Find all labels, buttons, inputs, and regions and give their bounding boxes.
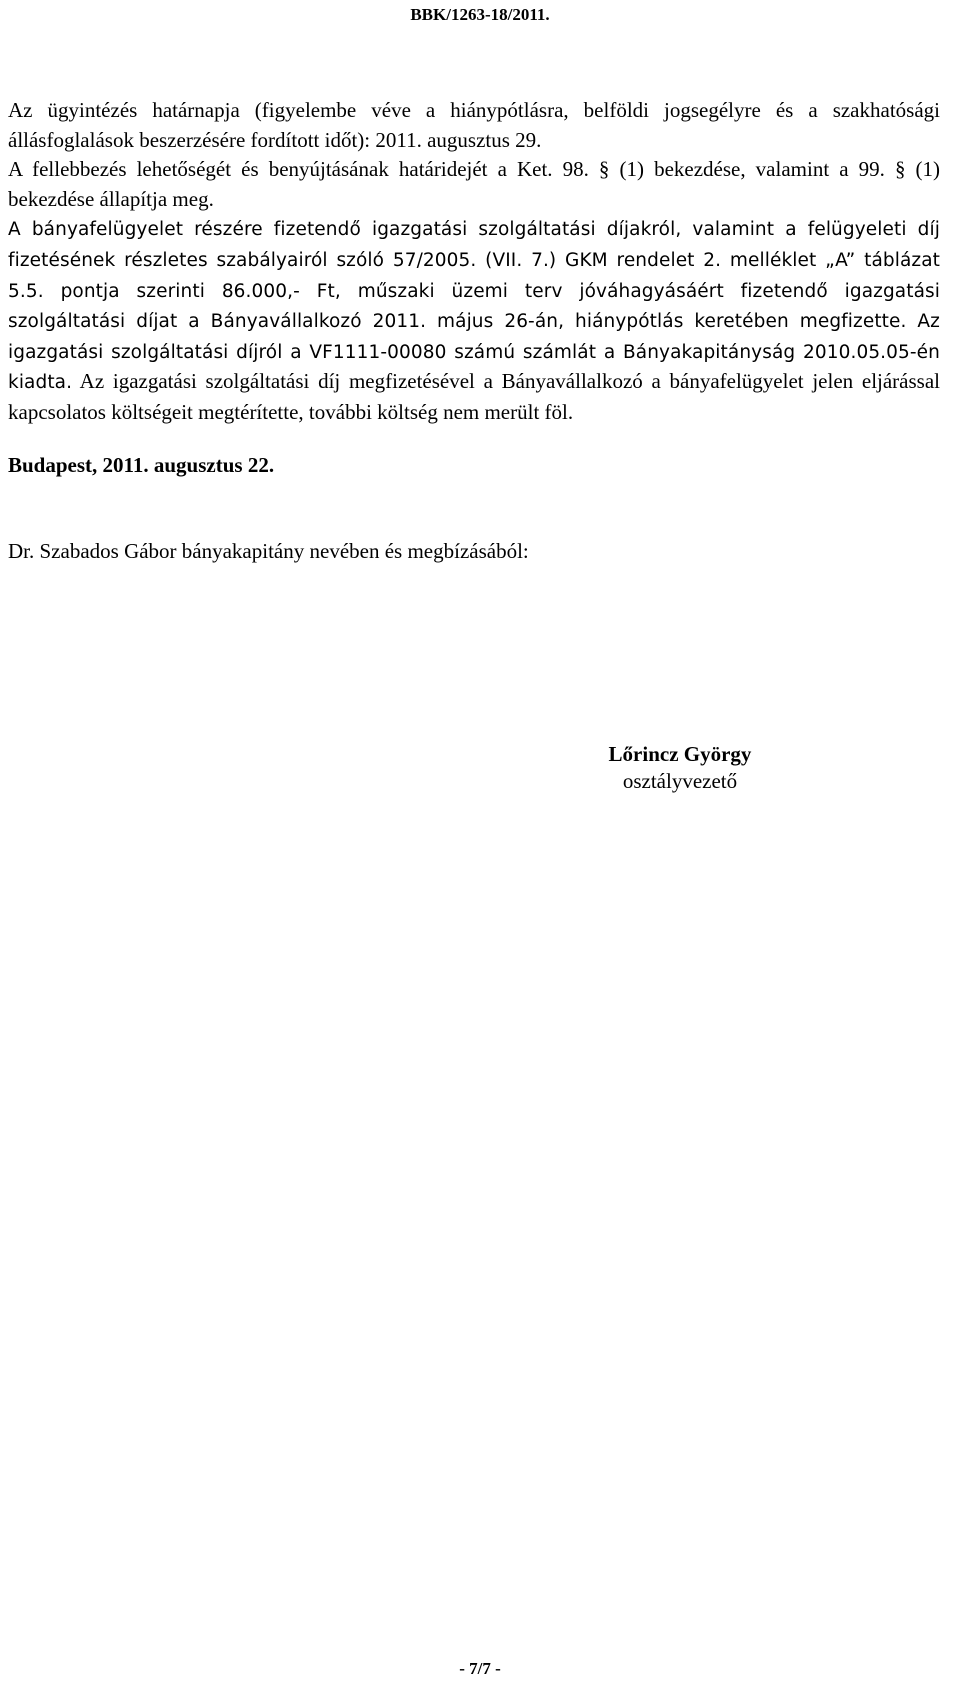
fee-paragraph-text: A bányafelügyelet részére fizetendő igazgatási szolgáltatási díjakról, valamint a felügyeleti díj fizetésének részletes szabályairól szóló 57/2005. (VII. 7.) GKM rendelet 2. melléklet „A” táblázat 5.5. pontja szerinti 86.000,- Ft, műszaki üzemi terv jóváhagyásáért fizetendő igazgatási szolgáltatási díjat a Bányavállalkozó 2011. május 26-án, hiánypótlás keretében megfizette. Az igazgatási szolgáltatási díjról a VF1111-00080 számú számlát a Bányakapitányság 2010.05.05-én kiadta. bbox=[8, 219, 940, 394]
deadline-paragraph: Az ügyintézés határnapja (figyelembe véve a hiánypótlásra, belföldi jogsegélyre és a szakhatósági állásfoglalások beszerzésére fordított időt): 2011. augusztus 29. bbox=[8, 98, 940, 152]
page-number: - 7/7 - bbox=[459, 1659, 501, 1678]
appeal-paragraph: A fellebbezés lehetőségét és benyújtásának határidejét a Ket. 98. § (1) bekezdése, valamint a 99. § (1) bekezdése állapítja meg. bbox=[8, 157, 940, 211]
signature-block bbox=[570, 741, 790, 795]
signer-title: osztályvezető bbox=[622, 769, 738, 793]
fee-paragraph bbox=[8, 214, 940, 427]
place-date-line: Budapest, 2011. augusztus 22. bbox=[8, 453, 275, 477]
signer-name: Lőrincz György bbox=[608, 742, 752, 766]
document-body bbox=[8, 96, 940, 428]
fee-paragraph-conclusion: Az igazgatási szolgáltatási díj megfizetésével a Bányavállalkozó a bányafelügyelet jelen eljárással kapcsolatos költségeit megtérítette, további költség nem merült föl. bbox=[8, 369, 940, 424]
delegation-line: Dr. Szabados Gábor bányakapitány nevében és megbízásából: bbox=[8, 539, 529, 563]
document-reference-number: BBK/1263-18/2011. bbox=[410, 5, 550, 24]
